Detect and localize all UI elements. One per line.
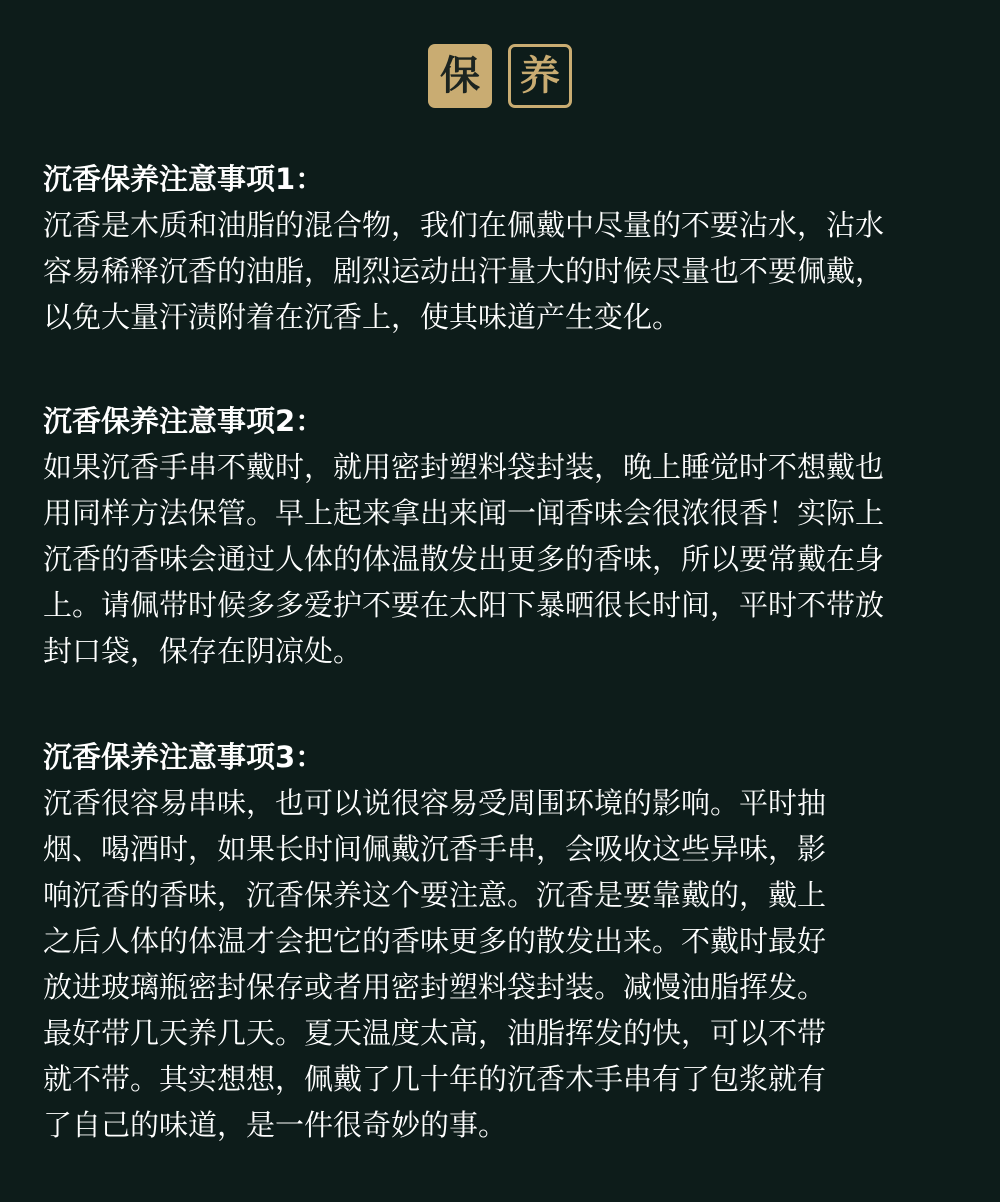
section-text-line: 最好带几天养几天。夏天温度太高，油脂挥发的快，可以不带 xyxy=(43,1016,827,1050)
section-text-line: 封口袋，保存在阴凉处。 xyxy=(43,634,363,668)
title-badge-bao: 保 xyxy=(428,44,492,108)
section-text-line: 响沉香的香味，沉香保养这个要注意。沉香是要靠戴的，戴上 xyxy=(43,878,827,912)
section-text-line: 放进玻璃瓶密封保存或者用密封塑料袋封装。减慢油脂挥发。 xyxy=(43,970,827,1004)
section-heading: 沉香保养注意事项1： xyxy=(43,162,325,196)
title-badges xyxy=(0,44,1000,108)
care-section-3 xyxy=(43,734,963,1148)
section-text-line: 烟、喝酒时，如果长时间佩戴沉香手串，会吸收这些异味，影 xyxy=(43,832,827,866)
title-badge-yang: 养 xyxy=(508,44,572,108)
care-section-1 xyxy=(43,156,963,340)
section-text-line: 容易稀释沉香的油脂，剧烈运动出汗量大的时候尽量也不要佩戴， xyxy=(43,254,885,288)
care-section-2 xyxy=(43,398,963,674)
section-heading: 沉香保养注意事项3： xyxy=(43,740,325,774)
section-text-line: 就不带。其实想想，佩戴了几十年的沉香木手串有了包浆就有 xyxy=(43,1062,827,1096)
section-text-line: 沉香的香味会通过人体的体温散发出更多的香味，所以要常戴在身 xyxy=(43,542,885,576)
section-text-line: 上。请佩带时候多多爱护不要在太阳下暴晒很长时间，平时不带放 xyxy=(43,588,885,622)
section-heading: 沉香保养注意事项2： xyxy=(43,404,325,438)
section-text-line: 之后人体的体温才会把它的香味更多的散发出来。不戴时最好 xyxy=(43,924,827,958)
section-text-line: 沉香是木质和油脂的混合物，我们在佩戴中尽量的不要沾水，沾水 xyxy=(43,208,885,242)
section-text-line: 用同样方法保管。早上起来拿出来闻一闻香味会很浓很香！实际上 xyxy=(43,496,885,530)
section-text-line: 如果沉香手串不戴时，就用密封塑料袋封装，晚上睡觉时不想戴也 xyxy=(43,450,885,484)
section-text-line: 以免大量汗渍附着在沉香上，使其味道产生变化。 xyxy=(43,300,682,334)
section-text-line: 了自己的味道，是一件很奇妙的事。 xyxy=(43,1108,508,1142)
section-text-line: 沉香很容易串味，也可以说很容易受周围环境的影响。平时抽 xyxy=(43,786,827,820)
